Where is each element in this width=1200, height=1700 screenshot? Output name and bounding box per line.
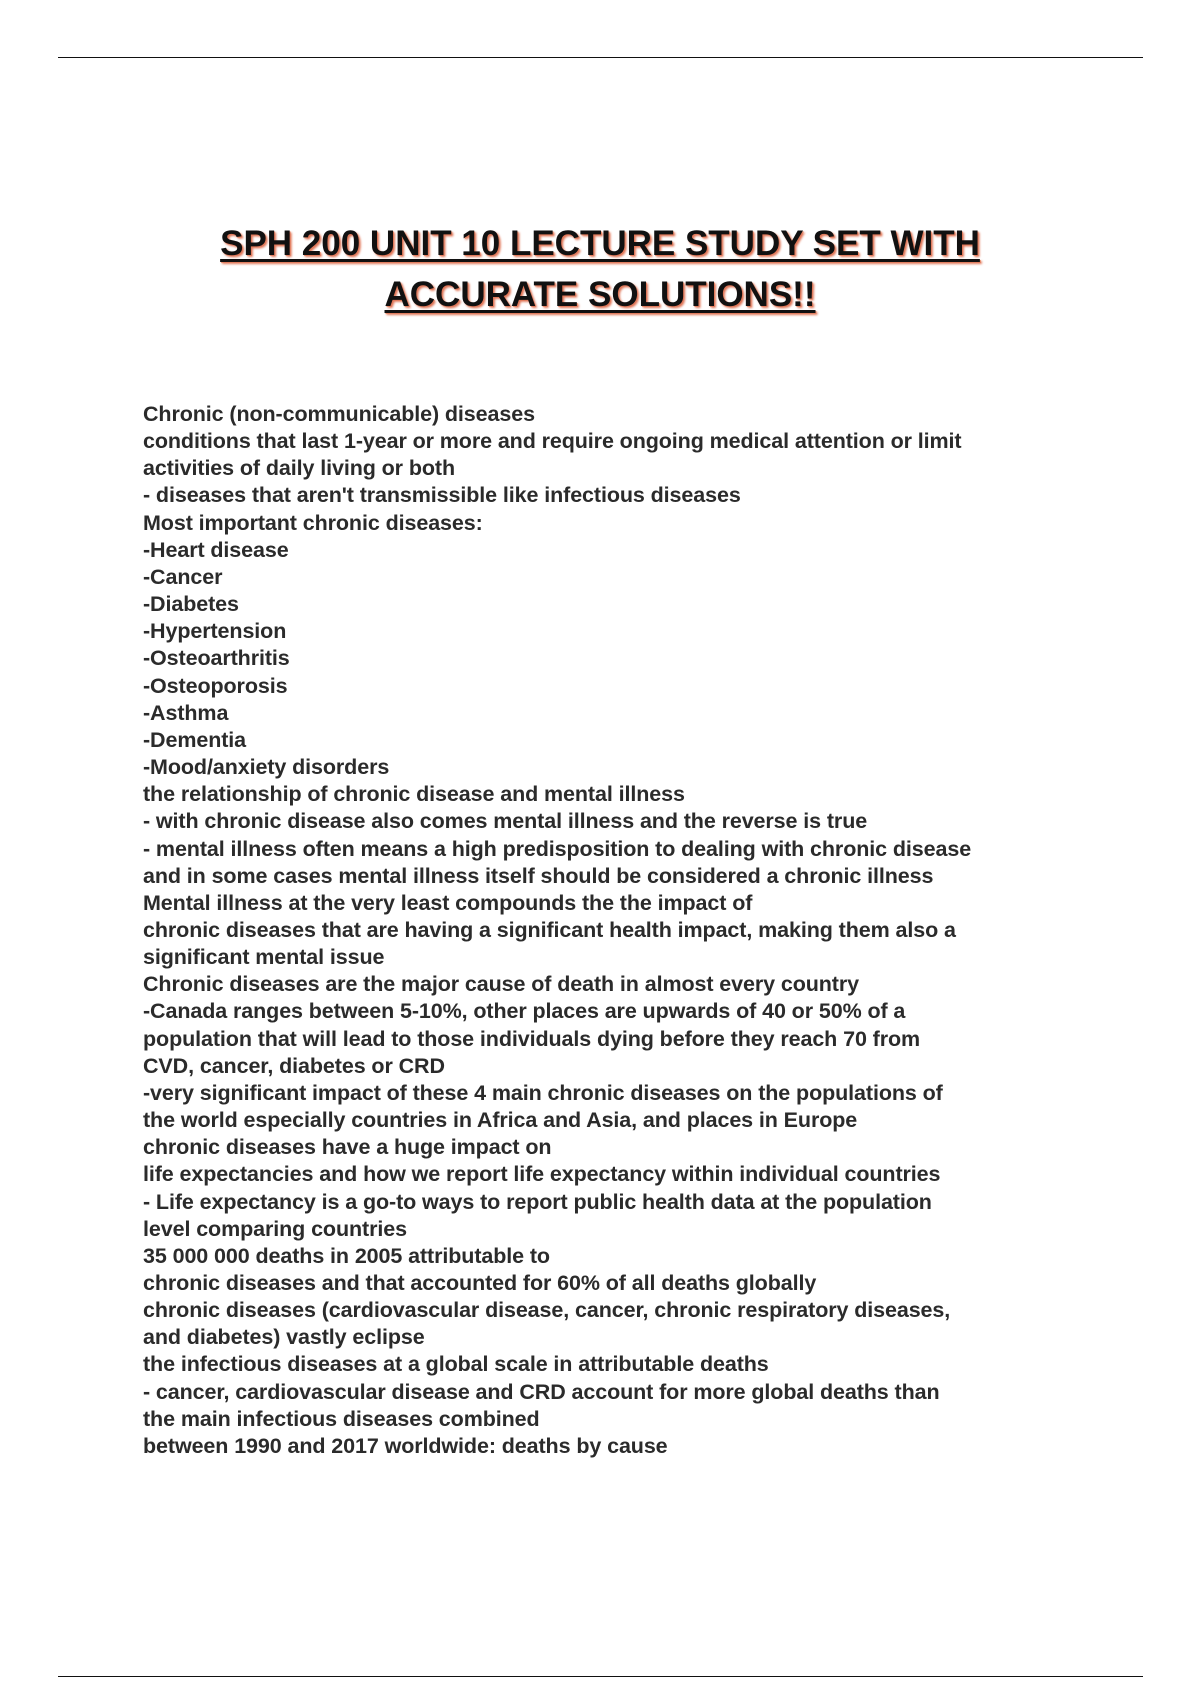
document-title: [60, 218, 1140, 320]
title-line-2: ACCURATE SOLUTIONS!!: [384, 275, 816, 314]
text-line: conditions that last 1-year or more and require ongoing medical attention or limit: [143, 429, 962, 454]
text-line: - cancer, cardiovascular disease and CRD account for more global deaths than: [143, 1379, 940, 1404]
text-line: activities of daily living or both: [143, 456, 455, 481]
text-line: Mental illness at the very least compounds the the impact of: [143, 890, 753, 915]
text-line: chronic diseases and that accounted for 60% of all deaths globally: [143, 1271, 817, 1295]
text-line: the relationship of chronic disease and mental illness: [143, 782, 685, 807]
title-line-1: SPH 200 UNIT 10 LECTURE STUDY SET WITH: [220, 224, 980, 263]
text-line: - diseases that aren't transmissible like infectious diseases: [143, 483, 741, 508]
text-line: -very significant impact of these 4 main chronic diseases on the populations of: [143, 1080, 943, 1105]
text-line: -Canada ranges between 5-10%, other places are upwards of 40 or 50% of a: [143, 999, 906, 1024]
text-line: -Cancer: [143, 564, 223, 589]
top-divider: [58, 57, 1143, 58]
text-line: the infectious diseases at a global scale in attributable deaths: [143, 1352, 769, 1377]
text-line: - mental illness often means a high predisposition to dealing with chronic disease: [143, 836, 972, 861]
text-line: Chronic (non-communicable) diseases: [143, 402, 535, 426]
text-line: the world especially countries in Africa and Asia, and places in Europe: [143, 1108, 858, 1133]
text-line: Most important chronic diseases:: [143, 510, 483, 535]
text-line: -Hypertension: [143, 619, 287, 644]
text-line: significant mental issue: [143, 945, 385, 970]
text-line: -Asthma: [143, 700, 229, 725]
text-line: level comparing countries: [143, 1216, 407, 1241]
text-line: Chronic diseases are the major cause of death in almost every country: [143, 972, 859, 997]
bottom-divider: [58, 1676, 1143, 1677]
text-line: chronic diseases (cardiovascular disease, cancer, chronic respiratory diseases,: [143, 1298, 951, 1323]
document-body: [143, 401, 1153, 1460]
text-line: population that will lead to those individuals dying before they reach 70 from: [143, 1026, 921, 1051]
text-line: -Dementia: [143, 727, 247, 752]
text-line: - Life expectancy is a go-to ways to report public health data at the population: [143, 1189, 932, 1214]
text-line: the main infectious diseases combined: [143, 1406, 540, 1431]
text-line: chronic diseases have a huge impact on: [143, 1135, 552, 1160]
text-line: between 1990 and 2017 worldwide: deaths by cause: [143, 1433, 668, 1458]
text-line: chronic diseases that are having a significant health impact, making them also a: [143, 917, 956, 942]
text-line: -Osteoporosis: [143, 673, 288, 698]
text-line: -Osteoarthritis: [143, 646, 290, 671]
text-line: -Diabetes: [143, 592, 239, 617]
text-line: - with chronic disease also comes mental illness and the reverse is true: [143, 809, 868, 834]
text-line: 35 000 000 deaths in 2005 attributable to: [143, 1243, 550, 1268]
text-line: life expectancies and how we report life expectancy within individual countries: [143, 1162, 941, 1187]
text-line: CVD, cancer, diabetes or CRD: [143, 1053, 445, 1078]
text-line: -Mood/anxiety disorders: [143, 755, 390, 780]
text-line: -Heart disease: [143, 537, 289, 562]
text-line: and diabetes) vastly eclipse: [143, 1325, 425, 1350]
text-line: and in some cases mental illness itself should be considered a chronic illness: [143, 863, 934, 888]
